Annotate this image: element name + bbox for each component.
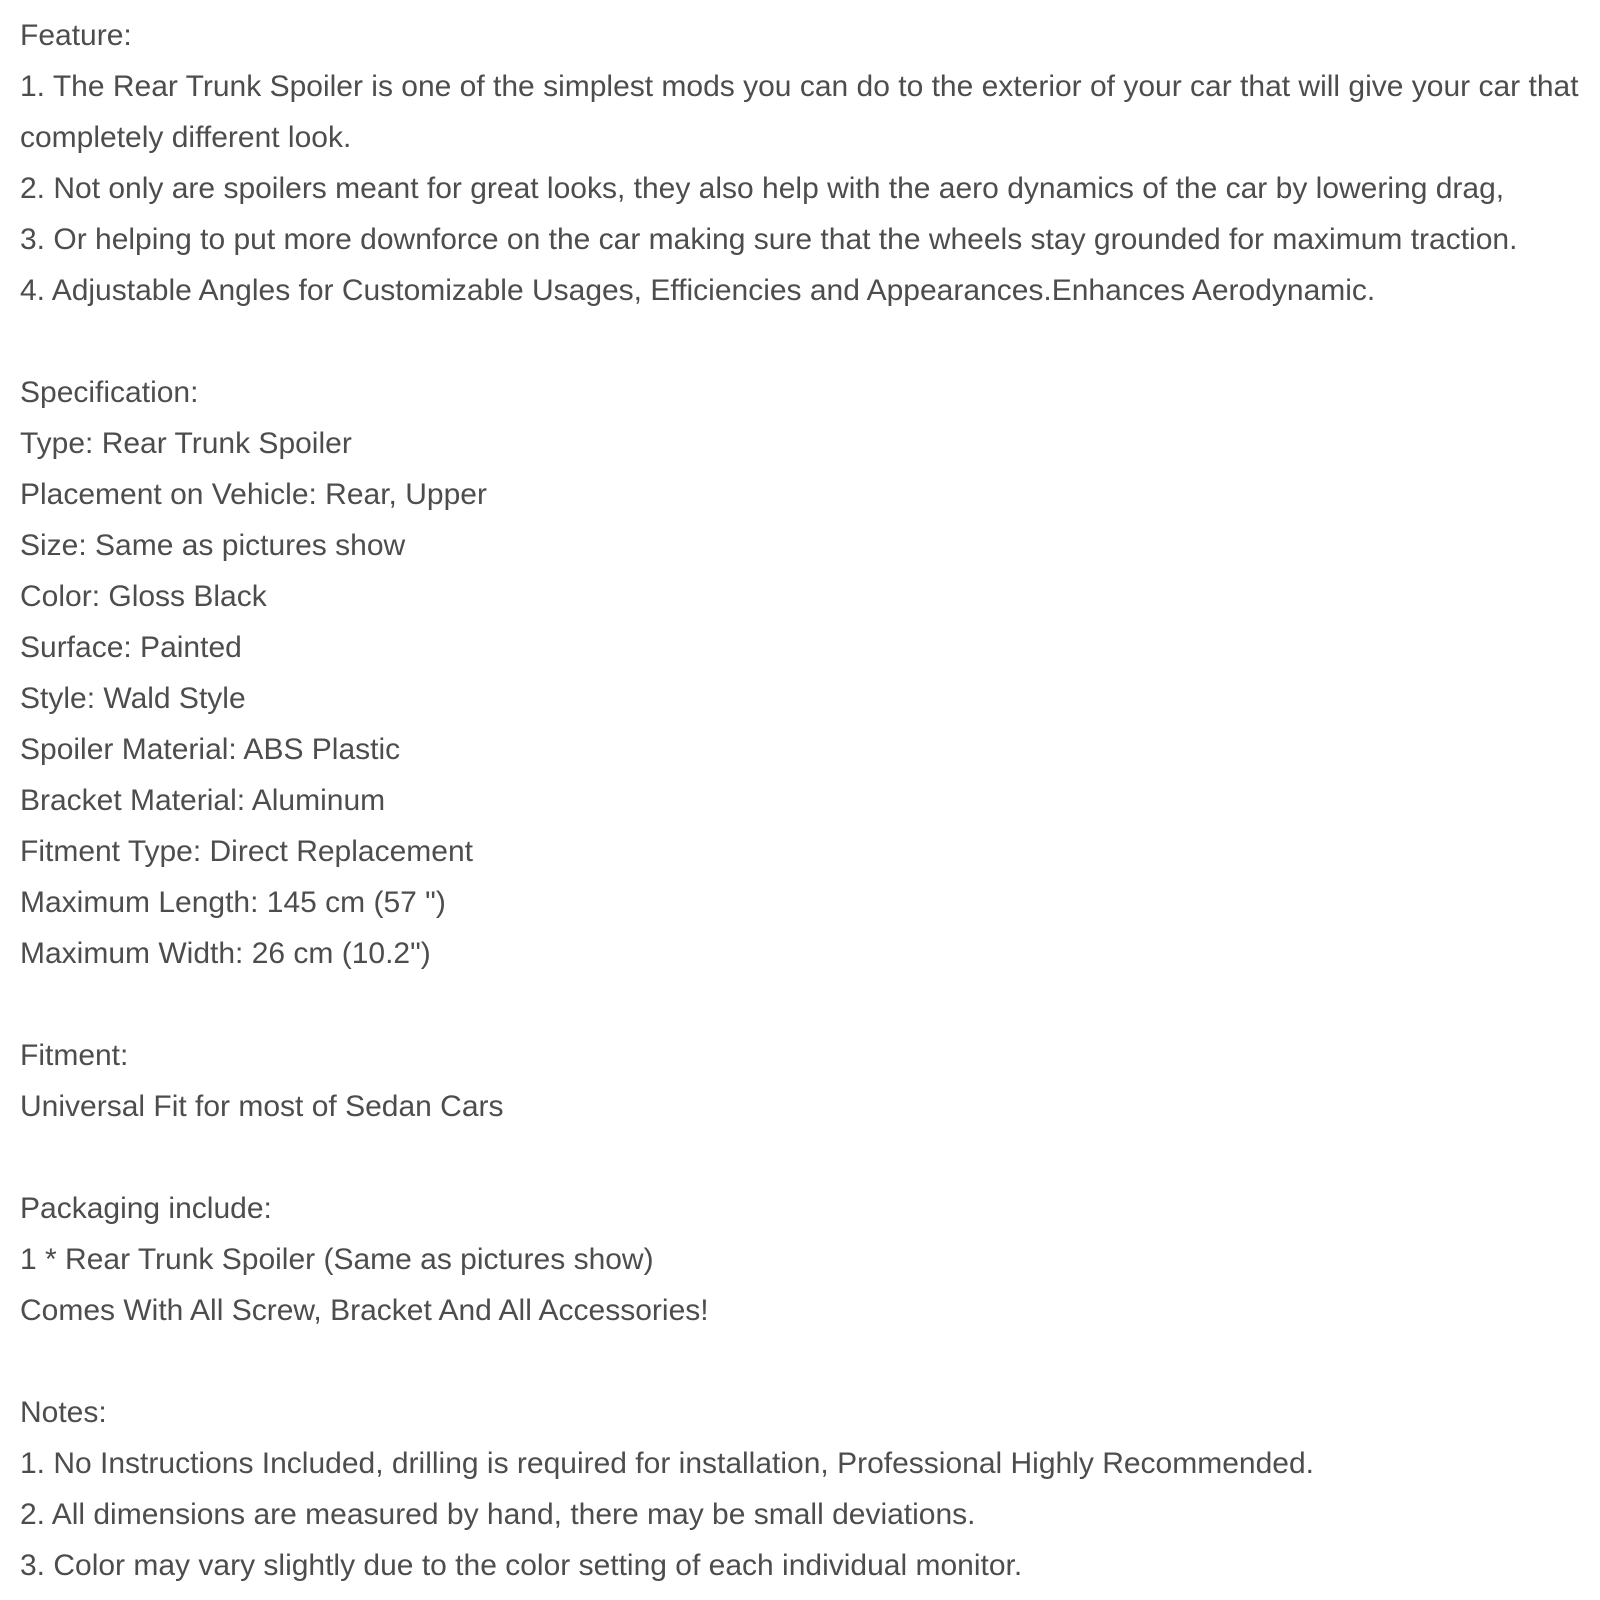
text-line: Comes With All Screw, Bracket And All Accessories!	[20, 1294, 709, 1327]
packaging-section	[20, 1183, 1580, 1336]
text-line: 1. No Instructions Included, drilling is required for installation, Professional Highly Recommended.	[20, 1447, 1314, 1480]
specification-heading: Specification:	[20, 376, 199, 409]
text-line: 4. Adjustable Angles for Customizable Usages, Efficiencies and Appearances.Enhances Aerodynamic.	[20, 274, 1376, 307]
packaging-heading: Packaging include:	[20, 1192, 272, 1225]
text-line: 2. Not only are spoilers meant for great looks, they also help with the aero dynamics of the car by lowering drag,	[20, 172, 1505, 205]
text-line: 1. The Rear Trunk Spoiler is one of the simplest mods you can do to the exterior of your car that will give your car that	[20, 70, 1579, 103]
specification-section	[20, 367, 1580, 979]
text-line: Placement on Vehicle: Rear, Upper	[20, 478, 487, 511]
text-line: 3. Or helping to put more downforce on the car making sure that the wheels stay grounded for maximum traction.	[20, 223, 1518, 256]
text-line: Bracket Material: Aluminum	[20, 784, 386, 817]
feature-section	[20, 10, 1580, 316]
text-line: Surface: Painted	[20, 631, 242, 664]
text-line: completely different look.	[20, 121, 352, 154]
text-line: Fitment Type: Direct Replacement	[20, 835, 473, 868]
fitment-heading: Fitment:	[20, 1039, 129, 1072]
feature-heading: Feature:	[20, 19, 132, 52]
text-line: 2. All dimensions are measured by hand, there may be small deviations.	[20, 1498, 976, 1531]
text-line: Color: Gloss Black	[20, 580, 267, 613]
notes-section	[20, 1387, 1580, 1591]
fitment-section	[20, 1030, 1580, 1132]
notes-heading: Notes:	[20, 1396, 107, 1429]
text-line: Universal Fit for most of Sedan Cars	[20, 1090, 504, 1123]
text-line: Maximum Length: 145 cm (57 ")	[20, 886, 446, 919]
text-line: 1 * Rear Trunk Spoiler (Same as pictures show)	[20, 1243, 654, 1276]
text-line: Spoiler Material: ABS Plastic	[20, 733, 401, 766]
description-body	[20, 10, 1580, 1591]
text-line: Maximum Width: 26 cm (10.2")	[20, 937, 431, 970]
text-line: Type: Rear Trunk Spoiler	[20, 427, 352, 460]
text-line: Size: Same as pictures show	[20, 529, 406, 562]
text-line: Style: Wald Style	[20, 682, 246, 715]
text-line: 3. Color may vary slightly due to the color setting of each individual monitor.	[20, 1549, 1023, 1582]
